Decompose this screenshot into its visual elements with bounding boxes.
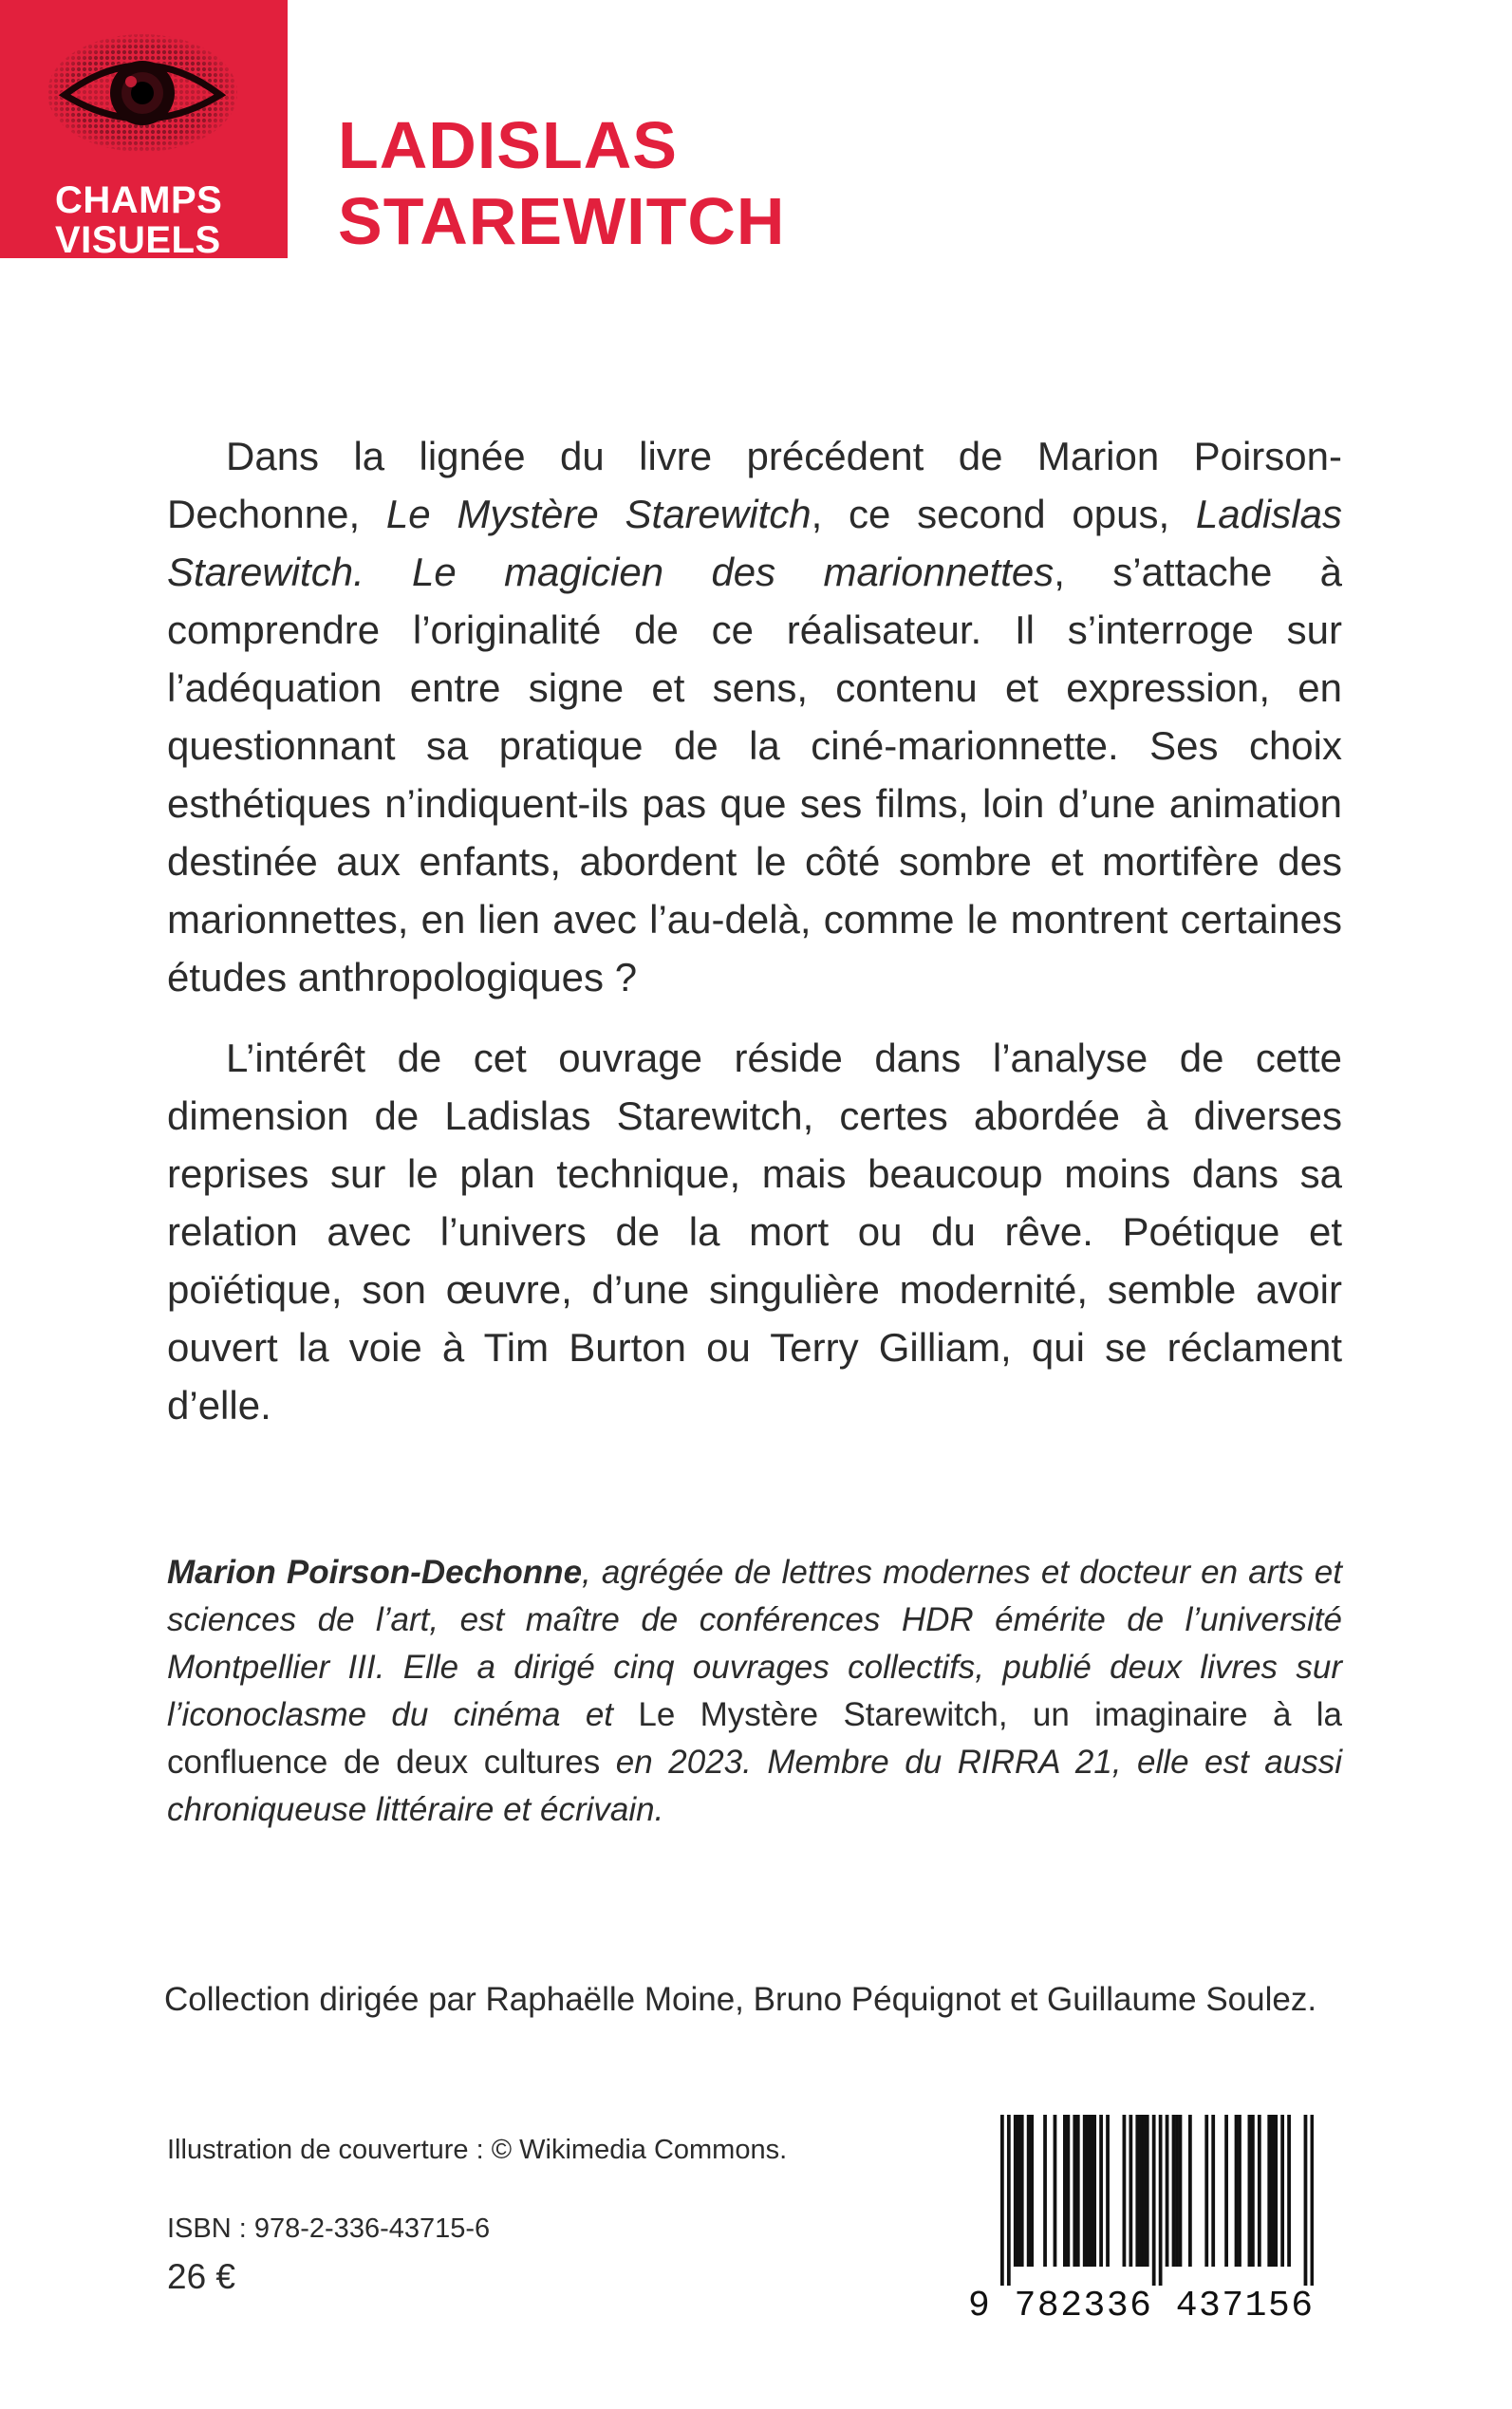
- barcode-bar: [1063, 2115, 1067, 2267]
- bio-book-title: Le Mystère Starewitch, un imaginaire à la confluence de deux cultures: [167, 1696, 1342, 1781]
- barcode-bar: [1251, 2115, 1255, 2267]
- book-summary: [167, 427, 1342, 1434]
- barcode-bar: [1274, 2115, 1278, 2267]
- barcode-bar: [1090, 2115, 1093, 2267]
- barcode-digits: 9 782336 437156: [968, 2286, 1315, 2326]
- summary-italic-title: Ladislas Starewitch. Le magicien des marionnettes: [167, 492, 1342, 594]
- barcode-bar: [1267, 2115, 1271, 2267]
- barcode-bar: [1030, 2115, 1034, 2267]
- barcode-bar: [1073, 2115, 1076, 2267]
- barcode-bar: [1179, 2115, 1183, 2267]
- barcode-bar: [1258, 2115, 1261, 2267]
- barcode-bar: [1311, 2115, 1314, 2286]
- summary-text: Dans la lignée du livre précédent de Marion Poirson-Dechonne,: [167, 434, 1342, 536]
- barcode-bar: [1224, 2115, 1228, 2267]
- barcode-bar: [1083, 2115, 1087, 2267]
- eye-icon: [47, 27, 237, 169]
- summary-italic-title: Le Mystère Starewitch: [385, 492, 812, 536]
- summary-text: , s’attache à comprendre l’originalité de ce réalisateur. Il s’interroge sur l’adéquation entre signe et sens, contenu et expression, en questionnant sa pratique de la ciné-marionnette. Ses choix esthétiques n’indiquent-ils pas que ses films, loin d’une animation destinée aux enfants, abordent le côté sombre et mortifère des marionnettes, en lien avec l’au-delà, comme le montrent certaines études anthropologiques ?: [167, 550, 1342, 999]
- barcode-bar: [1129, 2115, 1132, 2267]
- barcode-bar: [1066, 2115, 1070, 2267]
- title-line-1: LADISLAS: [338, 108, 678, 182]
- bio-text: , agrégée de lettres modernes et docteur en arts et sciences de l’art, est maître de conférences HDR émérite de l’université Montpellier III. Elle a dirigé cinq ouvrages collectifs, publié deux livres sur l’iconoclasme du cinéma et: [167, 1554, 1342, 1733]
- barcode-bar: [1014, 2115, 1017, 2267]
- barcode-bar: [1175, 2115, 1179, 2267]
- barcode-bar: [1142, 2115, 1146, 2267]
- summary-paragraph-2: L’intérêt de cet ouvrage réside dans l’analyse de cette dimension de Ladislas Starewitch, certes abordée à diverses reprises sur le plan technique, mais beaucoup moins dans sa relation avec l’univers de la mort ou du rêve. Poétique et poïétique, son œuvre, d’une singulière modernité, semble avoir ouvert la voie à Tim Burton ou Terry Gilliam, qui se réclament d’elle.: [167, 1036, 1342, 1428]
- price: 26 €: [167, 2257, 236, 2296]
- barcode-bar: [1076, 2115, 1080, 2267]
- barcode-bar: [1172, 2115, 1176, 2267]
- barcode-bar: [1092, 2115, 1096, 2267]
- summary-text: , ce second opus,: [811, 492, 1196, 536]
- barcode-bar: [1304, 2115, 1308, 2286]
- barcode-bar: [1123, 2115, 1127, 2267]
- barcode-bar: [1099, 2115, 1103, 2267]
- author-bio: [167, 1549, 1342, 1834]
- cover-credits: Illustration de couverture : © Wikimedia Commons.: [167, 2135, 788, 2165]
- barcode-bar: [1235, 2115, 1239, 2267]
- barcode-bar: [1238, 2115, 1241, 2267]
- barcode-bar: [1159, 2115, 1163, 2286]
- barcode-bar: [1271, 2115, 1275, 2267]
- barcode-bar: [1248, 2115, 1252, 2267]
- barcode-bar: [1166, 2115, 1169, 2267]
- barcode-bar: [1027, 2115, 1031, 2267]
- barcode-bar: [1020, 2115, 1024, 2267]
- barcode-bar: [1188, 2115, 1192, 2267]
- barcode-bar: [1135, 2115, 1139, 2267]
- collection-logo: [0, 0, 288, 261]
- barcode-bar: [1146, 2115, 1149, 2267]
- barcode-bar: [1211, 2115, 1215, 2267]
- barcode-bar: [1054, 2115, 1057, 2267]
- barcode-bar: [1017, 2115, 1020, 2267]
- barcode-bar: [1287, 2115, 1291, 2267]
- barcode-bar: [1106, 2115, 1110, 2267]
- barcode-bar: [1000, 2115, 1004, 2286]
- barcode-bar: [1204, 2115, 1208, 2267]
- barcode-bars: [1000, 2115, 1314, 2286]
- bio-text: en 2023. Membre du RIRRA 21, elle est aussi chroniqueuse littéraire et écrivain.: [167, 1744, 1342, 1828]
- brand-line-1: CHAMPS: [55, 179, 223, 221]
- isbn: ISBN : 978-2-336-43715-6: [167, 2213, 491, 2244]
- book-title: [338, 107, 785, 259]
- barcode-bar: [1043, 2115, 1047, 2267]
- summary-paragraph-1: [167, 427, 1342, 1006]
- barcode-bar: [1086, 2115, 1090, 2267]
- title-line-2: STAREWITCH: [338, 184, 786, 258]
- barcode: [968, 2115, 1348, 2325]
- barcode-bar: [1280, 2115, 1284, 2267]
- barcode-bar: [1139, 2115, 1143, 2267]
- brand-line-2: VISUELS: [55, 219, 221, 261]
- author-name: Marion Poirson-Dechonne: [167, 1554, 583, 1591]
- barcode-bar: [1007, 2115, 1011, 2286]
- collection-directors: Collection dirigée par Raphaëlle Moine, Bruno Péquignot et Guillaume Soulez.: [164, 1981, 1317, 2018]
- barcode-bar: [1152, 2115, 1156, 2286]
